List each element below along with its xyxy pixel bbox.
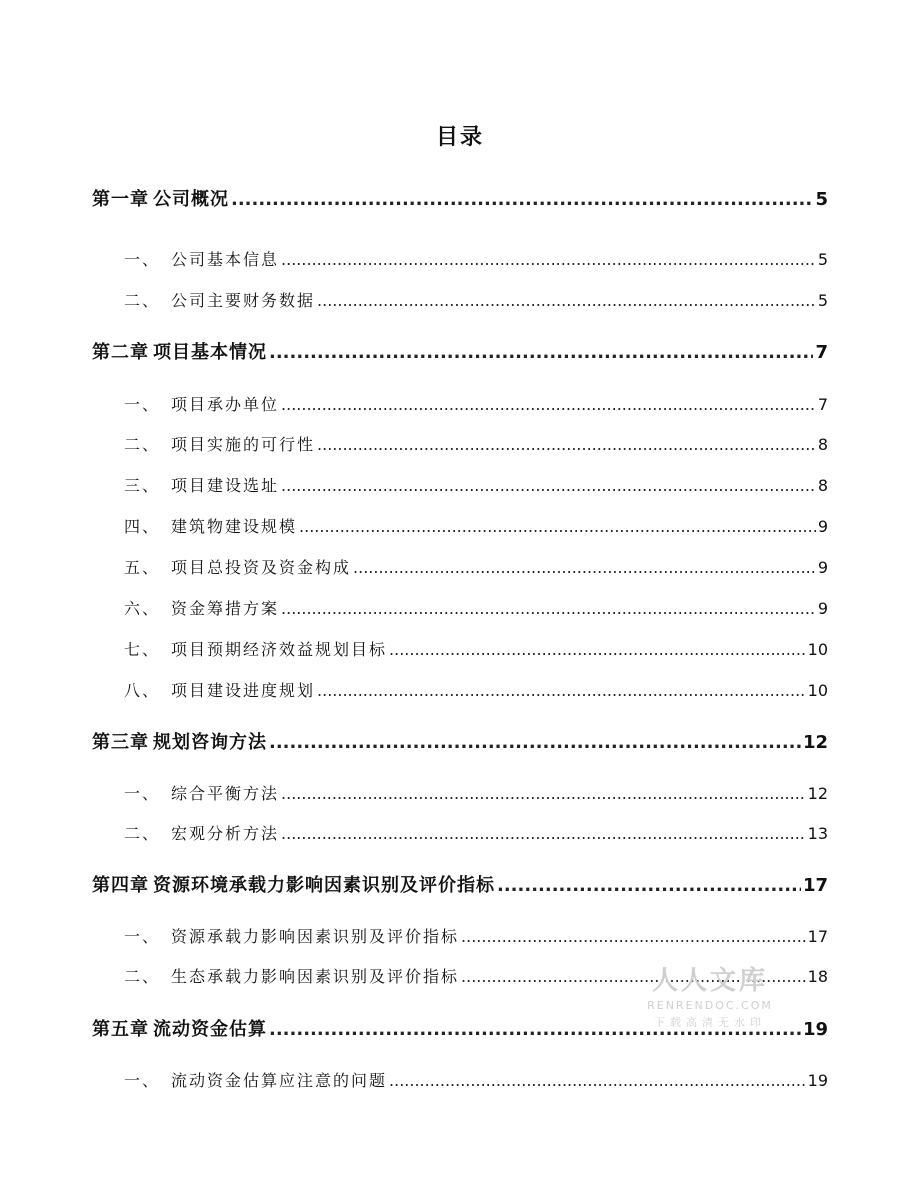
- toc-title: 目录: [435, 125, 484, 150]
- chapter-label: [92, 185, 229, 211]
- section-number: 七、: [124, 640, 161, 659]
- section-number: 二、: [124, 824, 161, 843]
- toc-section[interactable]: [124, 247, 828, 270]
- toc-section[interactable]: [124, 596, 828, 619]
- chapter-number: 第四章: [92, 875, 149, 896]
- dot-leader: [231, 189, 813, 210]
- watermark-subtitle: 下载高清无水印: [654, 1016, 766, 1029]
- section-number: 二、: [124, 291, 161, 310]
- chapter-name: 流动资金估算: [153, 1019, 267, 1040]
- section-number: 八、: [124, 681, 161, 700]
- dot-leader: [281, 784, 806, 803]
- section-name: 资源承载力影响因素识别及评价指标: [171, 927, 460, 946]
- section-number: 二、: [124, 435, 161, 454]
- watermark: [640, 960, 780, 1030]
- toc-section[interactable]: [124, 821, 828, 844]
- watermark-logo-text: 人人文库: [651, 966, 768, 996]
- page-number: 19: [807, 1071, 828, 1090]
- toc-chapter-4[interactable]: [92, 871, 828, 897]
- dot-leader: [353, 558, 816, 577]
- toc-section[interactable]: [124, 473, 828, 496]
- chapter-name: 规划咨询方法: [153, 732, 267, 753]
- section-name: 项目建设选址: [171, 476, 280, 495]
- section-name: 项目总投资及资金构成: [171, 558, 352, 577]
- toc-section[interactable]: [124, 514, 828, 537]
- page-number: 5: [817, 250, 828, 269]
- toc-section[interactable]: [124, 1068, 828, 1091]
- page-number: 13: [807, 824, 828, 843]
- page-number: 9: [817, 599, 828, 618]
- toc-chapter-1[interactable]: [92, 185, 828, 211]
- chapter-number: 第一章: [92, 189, 149, 210]
- section-name: 资金筹措方案: [171, 599, 280, 618]
- page-number: 7: [817, 395, 828, 414]
- section-number: 一、: [124, 250, 161, 269]
- toc-chapter-2[interactable]: [92, 338, 828, 364]
- dot-leader: [281, 250, 816, 269]
- page-number: 10: [807, 640, 828, 659]
- dot-leader: [281, 476, 816, 495]
- page-number: 7: [815, 342, 828, 363]
- page-number: 19: [802, 1019, 828, 1040]
- page-number: 9: [817, 558, 828, 577]
- page-number: 17: [807, 927, 828, 946]
- page-number: 12: [802, 732, 828, 753]
- section-name: 项目建设进度规划: [171, 681, 316, 700]
- section-name: 生态承载力影响因素识别及评价指标: [171, 967, 460, 986]
- page-number: 17: [802, 875, 828, 896]
- toc-section[interactable]: [124, 924, 828, 947]
- section-name: 宏观分析方法: [171, 824, 280, 843]
- section-number: 一、: [124, 784, 161, 803]
- chapter-name: 公司概况: [153, 189, 229, 210]
- section-name: 流动资金估算应注意的问题: [171, 1071, 388, 1090]
- section-number: 六、: [124, 599, 161, 618]
- page-number: 5: [817, 291, 828, 310]
- watermark-url: RENRENDOC.COM: [647, 999, 773, 1012]
- page-number: 8: [817, 476, 828, 495]
- section-name: 公司主要财务数据: [171, 291, 316, 310]
- dot-leader: [281, 599, 816, 618]
- page-number: 9: [817, 517, 828, 536]
- dot-leader: [317, 435, 816, 454]
- dot-leader: [281, 395, 816, 414]
- chapter-label: [92, 1015, 267, 1041]
- page-number: 10: [807, 681, 828, 700]
- dot-leader: [281, 824, 806, 843]
- section-number: 一、: [124, 1071, 161, 1090]
- section-name: 项目实施的可行性: [171, 435, 316, 454]
- section-number: 五、: [124, 558, 161, 577]
- dot-leader: [269, 342, 813, 363]
- dot-leader: [299, 517, 816, 536]
- toc-section[interactable]: [124, 555, 828, 578]
- dot-leader: [317, 291, 816, 310]
- toc-section[interactable]: [124, 432, 828, 455]
- dot-leader: [269, 732, 801, 753]
- toc-chapter-3[interactable]: [92, 728, 828, 754]
- page-number: 5: [815, 189, 828, 210]
- section-name: 建筑物建设规模: [171, 517, 298, 536]
- toc-section[interactable]: [124, 678, 828, 701]
- toc-section[interactable]: [124, 288, 828, 311]
- section-number: 一、: [124, 927, 161, 946]
- dot-leader: [317, 681, 806, 700]
- dot-leader: [389, 1071, 806, 1090]
- dot-leader: [461, 927, 806, 946]
- chapter-number: 第二章: [92, 342, 149, 363]
- chapter-number: 第五章: [92, 1019, 149, 1040]
- section-number: 一、: [124, 395, 161, 414]
- page-number: 12: [807, 784, 828, 803]
- page-number: 8: [817, 435, 828, 454]
- chapter-label: [92, 871, 495, 897]
- section-name: 综合平衡方法: [171, 784, 280, 803]
- dot-leader: [389, 640, 806, 659]
- section-name: 公司基本信息: [171, 250, 280, 269]
- chapter-label: [92, 728, 267, 754]
- section-number: 三、: [124, 476, 161, 495]
- toc-section[interactable]: [124, 781, 828, 804]
- page-number: 18: [807, 967, 828, 986]
- section-number: 二、: [124, 967, 161, 986]
- chapter-number: 第三章: [92, 732, 149, 753]
- dot-leader: [497, 875, 801, 896]
- section-number: 四、: [124, 517, 161, 536]
- chapter-name: 资源环境承载力影响因素识别及评价指标: [153, 875, 495, 896]
- chapter-label: [92, 338, 267, 364]
- toc-section[interactable]: [124, 637, 828, 660]
- chapter-name: 项目基本情况: [153, 342, 267, 363]
- section-name: 项目承办单位: [171, 395, 280, 414]
- toc-section[interactable]: [124, 392, 828, 415]
- section-name: 项目预期经济效益规划目标: [171, 640, 388, 659]
